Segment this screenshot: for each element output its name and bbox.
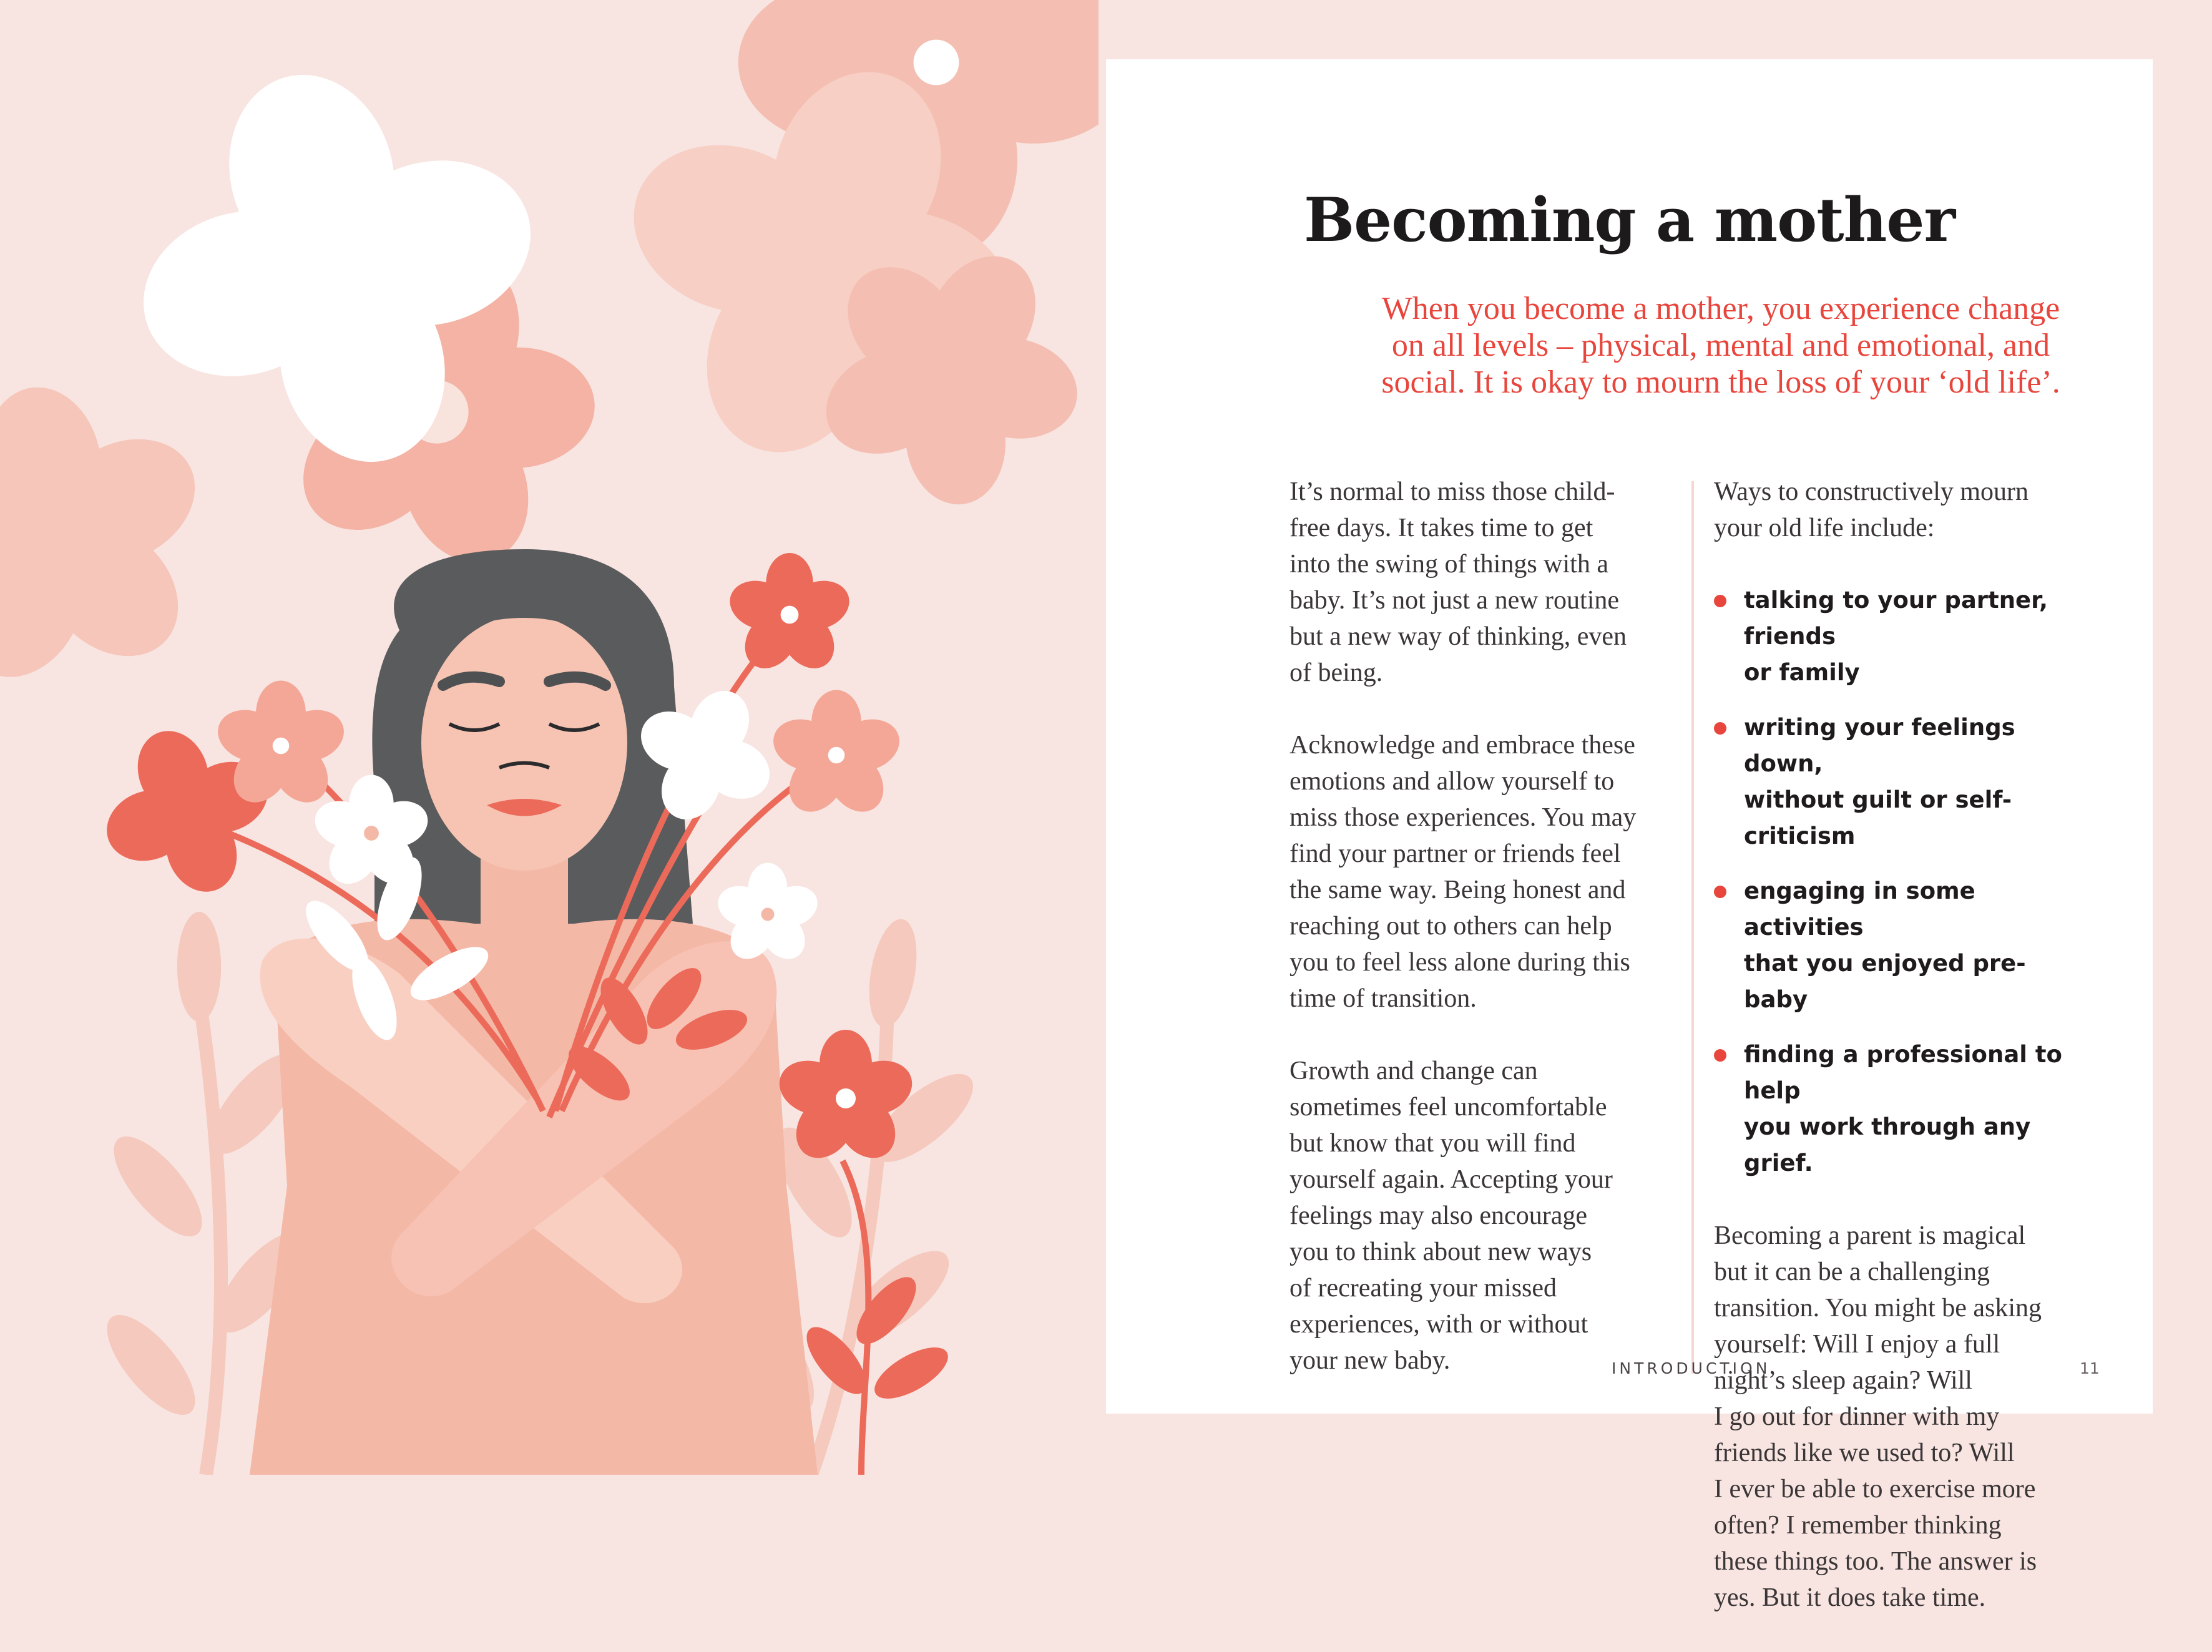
list-item-text: engaging in some activities that you enjoyed pre-baby xyxy=(1744,877,2026,1013)
page-number: 11 xyxy=(2080,1359,2100,1377)
right-column xyxy=(1714,474,2088,1652)
body-paragraph: It’s normal to miss those child- free days. It takes time to get into the swing of things with a baby. It’s not just a new routine but a new way of thinking, even of being. xyxy=(1290,477,1627,687)
intro-paragraph: When you become a mother, you experience change on all levels – physical, mental and emotional, and social. It is okay to mourn the loss of your ‘old life’. xyxy=(1381,291,2060,400)
list-item xyxy=(1714,873,2088,1018)
list-item xyxy=(1714,710,2088,854)
page-title: Becoming a mother xyxy=(1303,185,1955,255)
illustration xyxy=(0,0,1099,1475)
bullet-dot-icon xyxy=(1714,886,1726,898)
section-footer-label: INTRODUCTION xyxy=(1612,1359,1771,1377)
flower-icon xyxy=(723,553,856,678)
column-divider xyxy=(1691,481,1694,1374)
body-paragraph: Growth and change can sometimes feel uncomfortable but know that you will find yourself again. Accepting your feelings may also encourage you to think about new ways of recreating your missed experiences, with or without your new baby. xyxy=(1290,1057,1613,1375)
flower-icon xyxy=(766,690,906,823)
body-paragraph: Ways to constructively mourn your old life include: xyxy=(1714,477,2029,542)
bullet-dot-icon xyxy=(1714,595,1726,607)
body-paragraph: Acknowledge and embrace these emotions and allow yourself to miss those experiences. You may find your partner or friends feel the same way. Being honest and reaching out to others can help you to feel less alone during this time of transition. xyxy=(1290,731,1637,1013)
woman-with-flowers-illustration xyxy=(0,0,1099,1475)
body-paragraph: Becoming a parent is magical but it can be a challenging transition. You might be asking yourself: Will I enjoy a full night’s sleep again? Will I go out for dinner with my friends like we used to? Will I ever be able to exercise more often? I remember thinking these things too. The answer is yes. But it does take time. xyxy=(1714,1221,2042,1612)
list-item-text: talking to your partner, friends or family xyxy=(1744,587,2048,686)
bullet-dot-icon xyxy=(1714,1049,1726,1062)
bullet-dot-icon xyxy=(1714,722,1726,735)
list-item xyxy=(1714,1037,2088,1181)
bullet-list xyxy=(1714,582,2088,1181)
list-item xyxy=(1714,582,2088,691)
list-item-text: writing your feelings down, without guilt or self-criticism xyxy=(1744,714,2015,849)
background-flower-icon xyxy=(0,360,242,718)
face-shape xyxy=(421,615,627,871)
left-column xyxy=(1290,474,1689,1415)
text-panel xyxy=(1106,59,2153,1612)
list-item-text: finding a professional to help you work through any grief. xyxy=(1744,1041,2062,1176)
